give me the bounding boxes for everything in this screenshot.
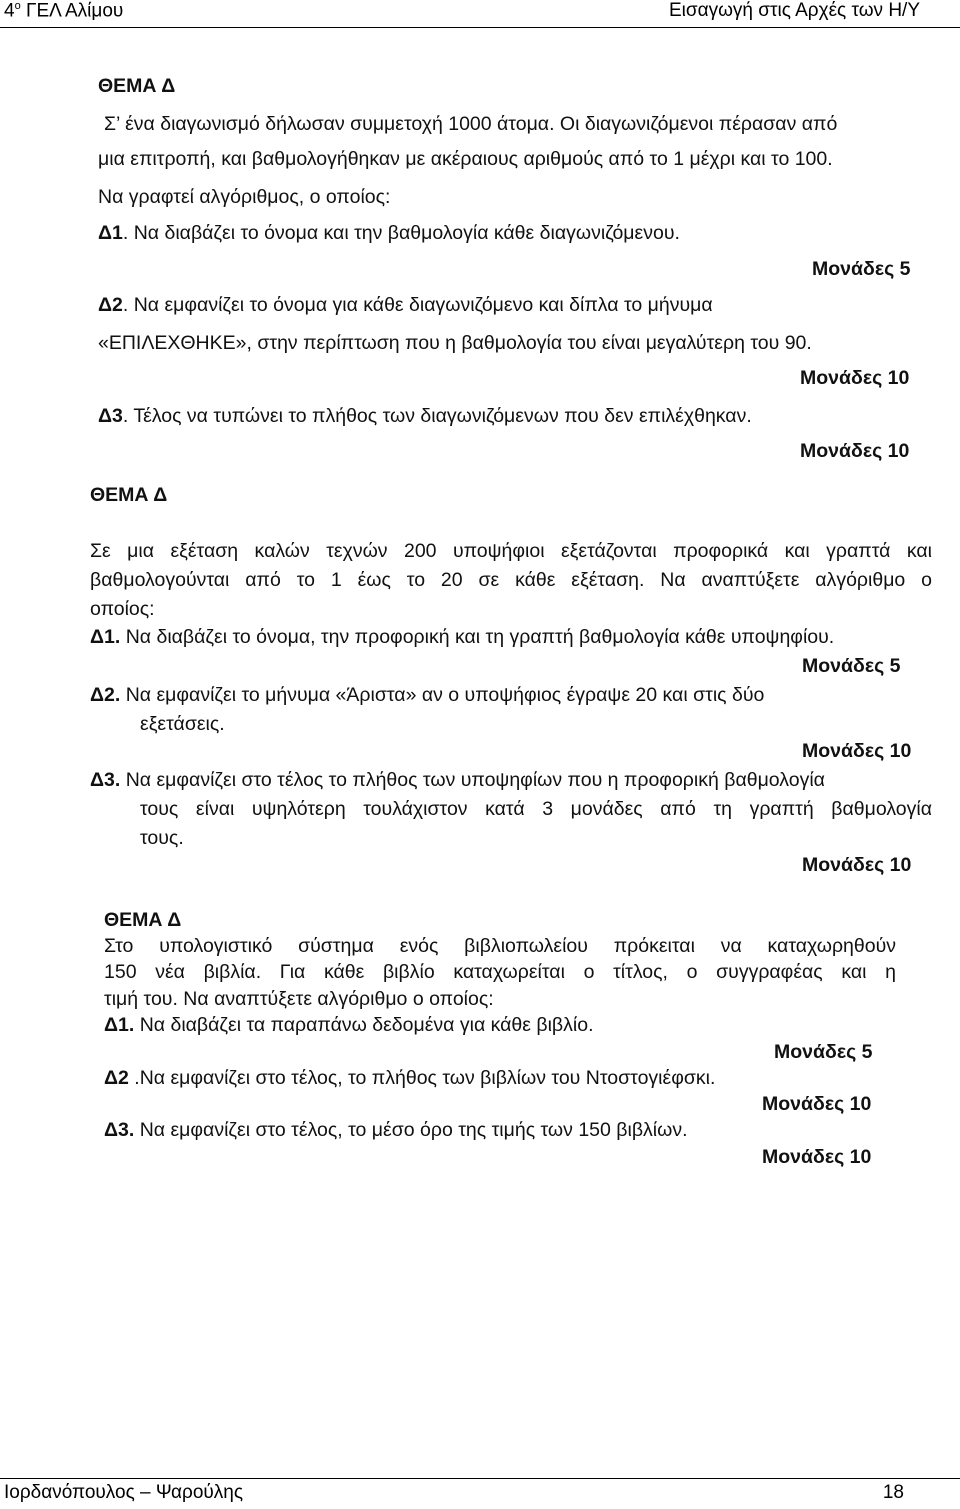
marks-label: Μονάδες 10 [802,740,912,762]
question-label: Δ2 [98,294,123,316]
exercise-title: ΘΕΜΑ Δ [90,484,168,506]
question-text: Να εμφανίζει στο τέλος, το μέσο όρο της τιμής των 150 βιβλίων. [134,1119,688,1141]
page-number: 18 [882,1482,904,1503]
marks-label: Μονάδες 10 [762,1146,872,1168]
question-text: . Να διαβάζει το όνομα και την βαθμολογία κάθε διαγωνιζόμενου. [122,222,680,244]
marks-label: Μονάδες 10 [800,440,910,462]
question-d3 [98,405,752,428]
question-text-continued: τους είναι υψηλότερη τουλάχιστον κατά 3 μονάδες από τη γραπτή βαθμολογία [140,798,932,820]
marks-label: Μονάδες 5 [802,655,901,677]
question-d1 [90,626,834,649]
marks-label: Μονάδες 10 [762,1093,872,1115]
marks-label: Μονάδες 10 [800,367,910,389]
intro-line: 150 νέα βιβλία. Για κάθε βιβλίο καταχωρείται ο τίτλος, ο συγγραφέας και η [104,961,896,983]
question-label: Δ1 [98,222,123,244]
intro-line: βαθμολογούνται από το 1 έως το 20 σε κάθε εξέταση. Να αναπτύξετε αλγόριθμο ο [90,569,932,591]
question-d2 [90,684,764,707]
question-text: Να εμφανίζει το μήνυμα «Άριστα» αν ο υποψήφιος έγραψε 20 και στις δύο [120,684,765,706]
question-d1 [104,1014,593,1037]
intro-line: τιμή του. Να αναπτύξετε αλγόριθμο ο οποίος: [104,988,494,1010]
question-label: Δ2 [104,1067,129,1089]
marks-label: Μονάδες 5 [774,1041,873,1063]
intro-line: οποίος: [90,598,155,620]
course-title: Εισαγωγή στις Αρχές των Η/Υ [668,0,920,21]
question-label: Δ1. [104,1014,135,1036]
question-text: . Να εμφανίζει το όνομα για κάθε διαγωνιζόμενο και δίπλα το μήνυμα [122,294,713,316]
question-text-continued: τους. [140,827,184,849]
question-d3 [104,1119,688,1142]
exercise-title: ΘΕΜΑ Δ [98,75,176,97]
question-text: Να διαβάζει τα παραπάνω δεδομένα για κάθε βιβλίο. [134,1014,594,1036]
question-label: Δ3. [90,769,121,791]
question-text-continued: εξετάσεις. [140,713,225,735]
school-name: $4^o$ ΓΕΛ Αλίμου [4,0,124,22]
marks-label: Μονάδες 10 [802,854,912,876]
question-text: . Τέλος να τυπώνει το πλήθος των διαγωνιζόμενων που δεν επιλέχθηκαν. [122,405,752,427]
question-label: Δ1. [90,626,121,648]
exercise-title: ΘΕΜΑ Δ [104,909,182,931]
question-d2 [104,1067,715,1090]
authors: Ιορδανόπουλος – Ψαρούλης [4,1482,243,1503]
question-label: Δ3 [98,405,123,427]
question-d2 [98,294,713,317]
question-label: Δ3. [104,1119,135,1141]
intro-line: Σε μια εξέταση καλών τεχνών 200 υποψήφιοι εξετάζονται προφορικά και γραπτά και [90,540,932,562]
question-text: Να διαβάζει το όνομα, την προφορική και τη γραπτή βαθμολογία κάθε υποψηφίου. [120,626,835,648]
marks-label: Μονάδες 5 [812,258,911,280]
question-text-continued: «ΕΠΙΛΕΧΘΗΚΕ», στην περίπτωση που η βαθμολογία του είναι μεγαλύτερη του 90. [98,332,812,354]
question-d1 [98,222,680,245]
page-header [0,0,960,28]
question-text: Να εμφανίζει στο τέλος το πλήθος των υποψηφίων που η προφορική βαθμολογία [120,769,825,791]
intro-line: Στο υπολογιστικό σύστημα ενός βιβλιοπωλείου πρόκειται να καταχωρηθούν [104,935,896,957]
intro-line: Σ’ ένα διαγωνισμό δήλωσαν συμμετοχή 1000 άτομα. Οι διαγωνιζόμενοι πέρασαν από [104,113,838,135]
question-d3 [90,769,825,792]
question-label: Δ2. [90,684,121,706]
page-footer [0,1478,960,1509]
intro-line: Να γραφτεί αλγόριθμος, ο οποίος: [98,186,391,208]
intro-line: μια επιτροπή, και βαθμολογήθηκαν με ακέραιους αριθμούς από το 1 μέχρι και το 100. [98,148,833,170]
question-text: .Να εμφανίζει στο τέλος, το πλήθος των βιβλίων του Ντοστογιέφσκι. [128,1067,716,1089]
